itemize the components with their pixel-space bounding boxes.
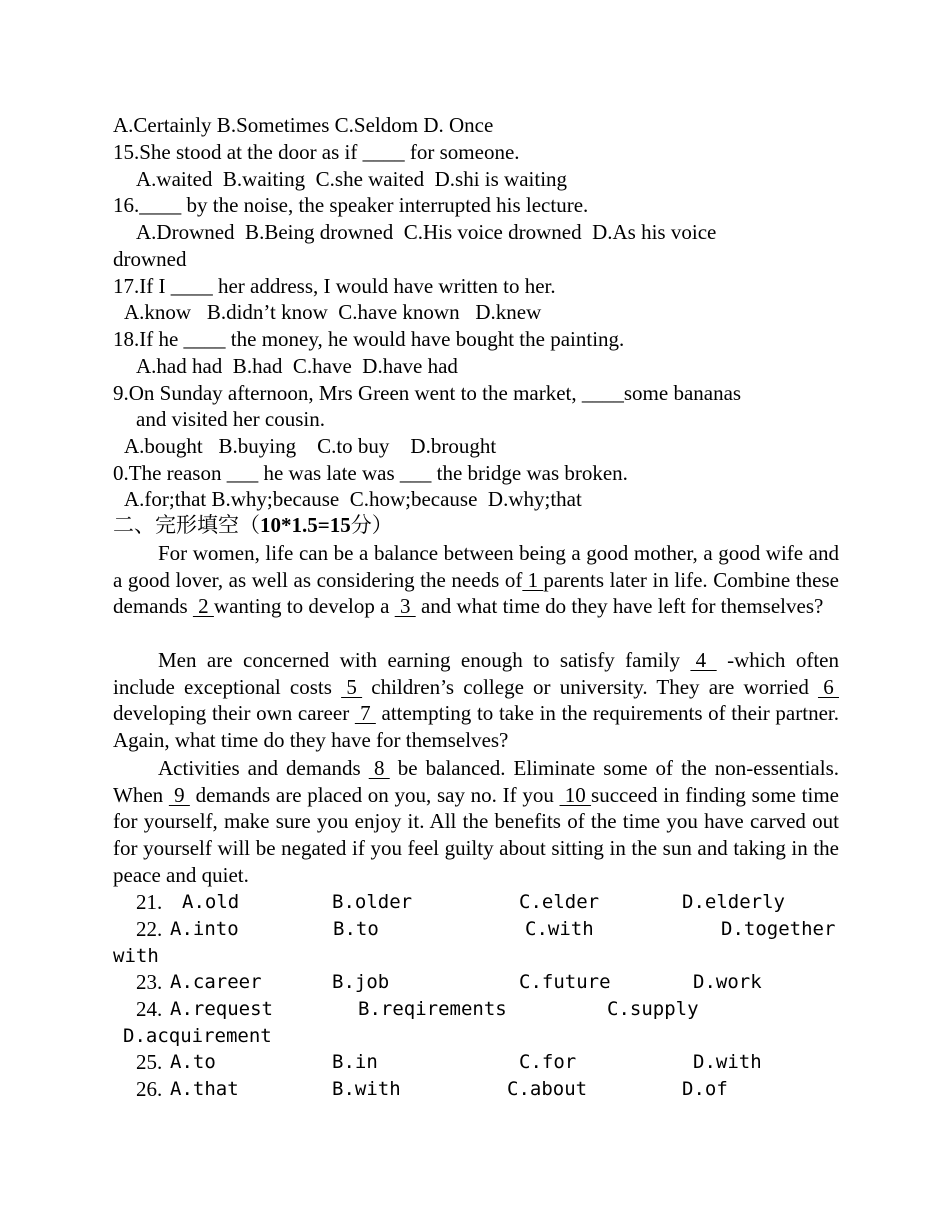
blank-8: 8: [368, 756, 390, 780]
blank-4: 4: [690, 648, 717, 672]
q17-stem: 17.If I ____ her address, I would have written to her.: [113, 274, 556, 298]
q20-options: A.for;that B.why;because C.how;because D.why;that: [124, 487, 582, 511]
p3-text: Activities and demands: [158, 756, 369, 780]
q19-options: A.bought B.buying C.to buy D.brought: [124, 434, 497, 458]
choice-c: C.elder: [519, 891, 600, 913]
choice-d: D.work: [693, 971, 762, 993]
q16-options-wrap: drowned: [113, 247, 187, 271]
blank-5: 5: [341, 674, 363, 699]
choice-d-wrap: with: [113, 945, 159, 967]
choice-c: C.future: [519, 971, 611, 993]
p3-text: demands are placed on you, say no. If you: [189, 782, 560, 807]
p3-text: be balanced. Eliminate some of the non-essentials. When: [113, 756, 839, 807]
choice-b: B.older: [332, 891, 413, 913]
blank-2: 2: [192, 594, 214, 619]
choice-c: C.with: [525, 918, 594, 940]
blank-10: 10: [559, 782, 592, 807]
choice-num: 21.: [136, 890, 163, 914]
q15-options: A.waited B.waiting C.she waited D.shi is waiting: [136, 167, 568, 191]
p2-text: developing their own career: [113, 701, 355, 726]
p3-text: succeed in finding some time for yourself, make sure you enjoy it. All the benefits of the time you have carved out for yourself will be negated if you feel guilty about sitting in the sun and taking in the peace and quiet.: [113, 782, 839, 887]
choice-b: B.reqirements: [358, 998, 507, 1020]
choice-b: B.in: [332, 1051, 378, 1073]
choice-a: A.old: [182, 891, 240, 913]
blank-9: 9: [168, 782, 190, 807]
heading-score: 10*1.5=15: [260, 513, 351, 537]
heading-prefix: 二、完形填空（: [113, 513, 260, 537]
choice-num: 23.: [136, 970, 163, 994]
q16-options: A.Drowned B.Being drowned C.His voice drowned D.As his voice: [136, 220, 717, 244]
choice-a: A.career: [170, 971, 262, 993]
p1-text: parents later in life. Combine these demands: [113, 567, 839, 619]
q15-stem: 15.She stood at the door as if ____ for someone.: [113, 140, 520, 164]
choice-b: B.to: [333, 918, 379, 940]
q14-options: A.Certainly B.Sometimes C.Seldom D. Once: [113, 113, 494, 137]
choice-num: 25.: [136, 1050, 163, 1074]
passage-paragraph-1: [113, 540, 839, 620]
choice-c: C.for: [519, 1051, 577, 1073]
blank-7: 7: [354, 701, 376, 726]
q19-stem-wrap: and visited her cousin.: [136, 407, 325, 431]
choice-num: 22.: [136, 917, 163, 941]
choice-a: A.to: [170, 1051, 216, 1073]
q19-stem: 9.On Sunday afternoon, Mrs Green went to the market, ____some bananas: [113, 381, 742, 405]
choice-d: D.with: [693, 1051, 762, 1073]
passage-paragraph-2: [113, 647, 839, 754]
choice-num: 26.: [136, 1077, 163, 1101]
p2-text: attempting to take in the requirements of their partner. Again, what time do they have for themselves?: [113, 701, 839, 753]
p2-text: -which often include exceptional costs: [113, 648, 840, 699]
choice-b: B.with: [332, 1078, 401, 1100]
q20-stem: 0.The reason ___ he was late was ___ the bridge was broken.: [113, 461, 628, 485]
p2-text: Men are concerned with earning enough to satisfy family: [158, 648, 691, 672]
blank-1: 1: [522, 567, 544, 592]
choice-a: A.request: [170, 998, 273, 1020]
choice-num: 24.: [136, 997, 163, 1021]
choice-b: B.job: [332, 971, 390, 993]
blank-3: 3: [394, 594, 416, 619]
choice-c: C.about: [507, 1078, 588, 1100]
p1-text: and what time do they have left for themselves?: [415, 594, 824, 619]
q18-options: A.had had B.had C.have D.have had: [136, 354, 458, 378]
p1-text: For women, life can be a balance between being a good mother, a good wife and a good lover, as well as considering the needs of: [113, 541, 839, 592]
q17-options: A.know B.didn’t know C.have known D.knew: [124, 300, 542, 324]
choice-d: D.acquirement: [123, 1025, 272, 1047]
p2-text: children’s college or university. They are worried: [362, 674, 818, 699]
choice-d: D.of: [682, 1078, 728, 1100]
blank-6: 6: [817, 674, 839, 699]
q16-stem: 16.____ by the noise, the speaker interrupted his lecture.: [113, 193, 589, 217]
choice-d: D.together: [721, 918, 836, 940]
q18-stem: 18.If he ____ the money, he would have bought the painting.: [113, 327, 625, 351]
section2-heading: [113, 512, 393, 539]
choice-a: A.into: [170, 918, 239, 940]
passage-paragraph-3: [113, 755, 839, 889]
choice-c: C.supply: [607, 998, 699, 1020]
choice-d: D.elderly: [682, 891, 785, 913]
choice-a: A.that: [170, 1078, 239, 1100]
p1-text: wanting to develop a: [213, 594, 395, 619]
heading-suffix: 分）: [350, 513, 393, 537]
